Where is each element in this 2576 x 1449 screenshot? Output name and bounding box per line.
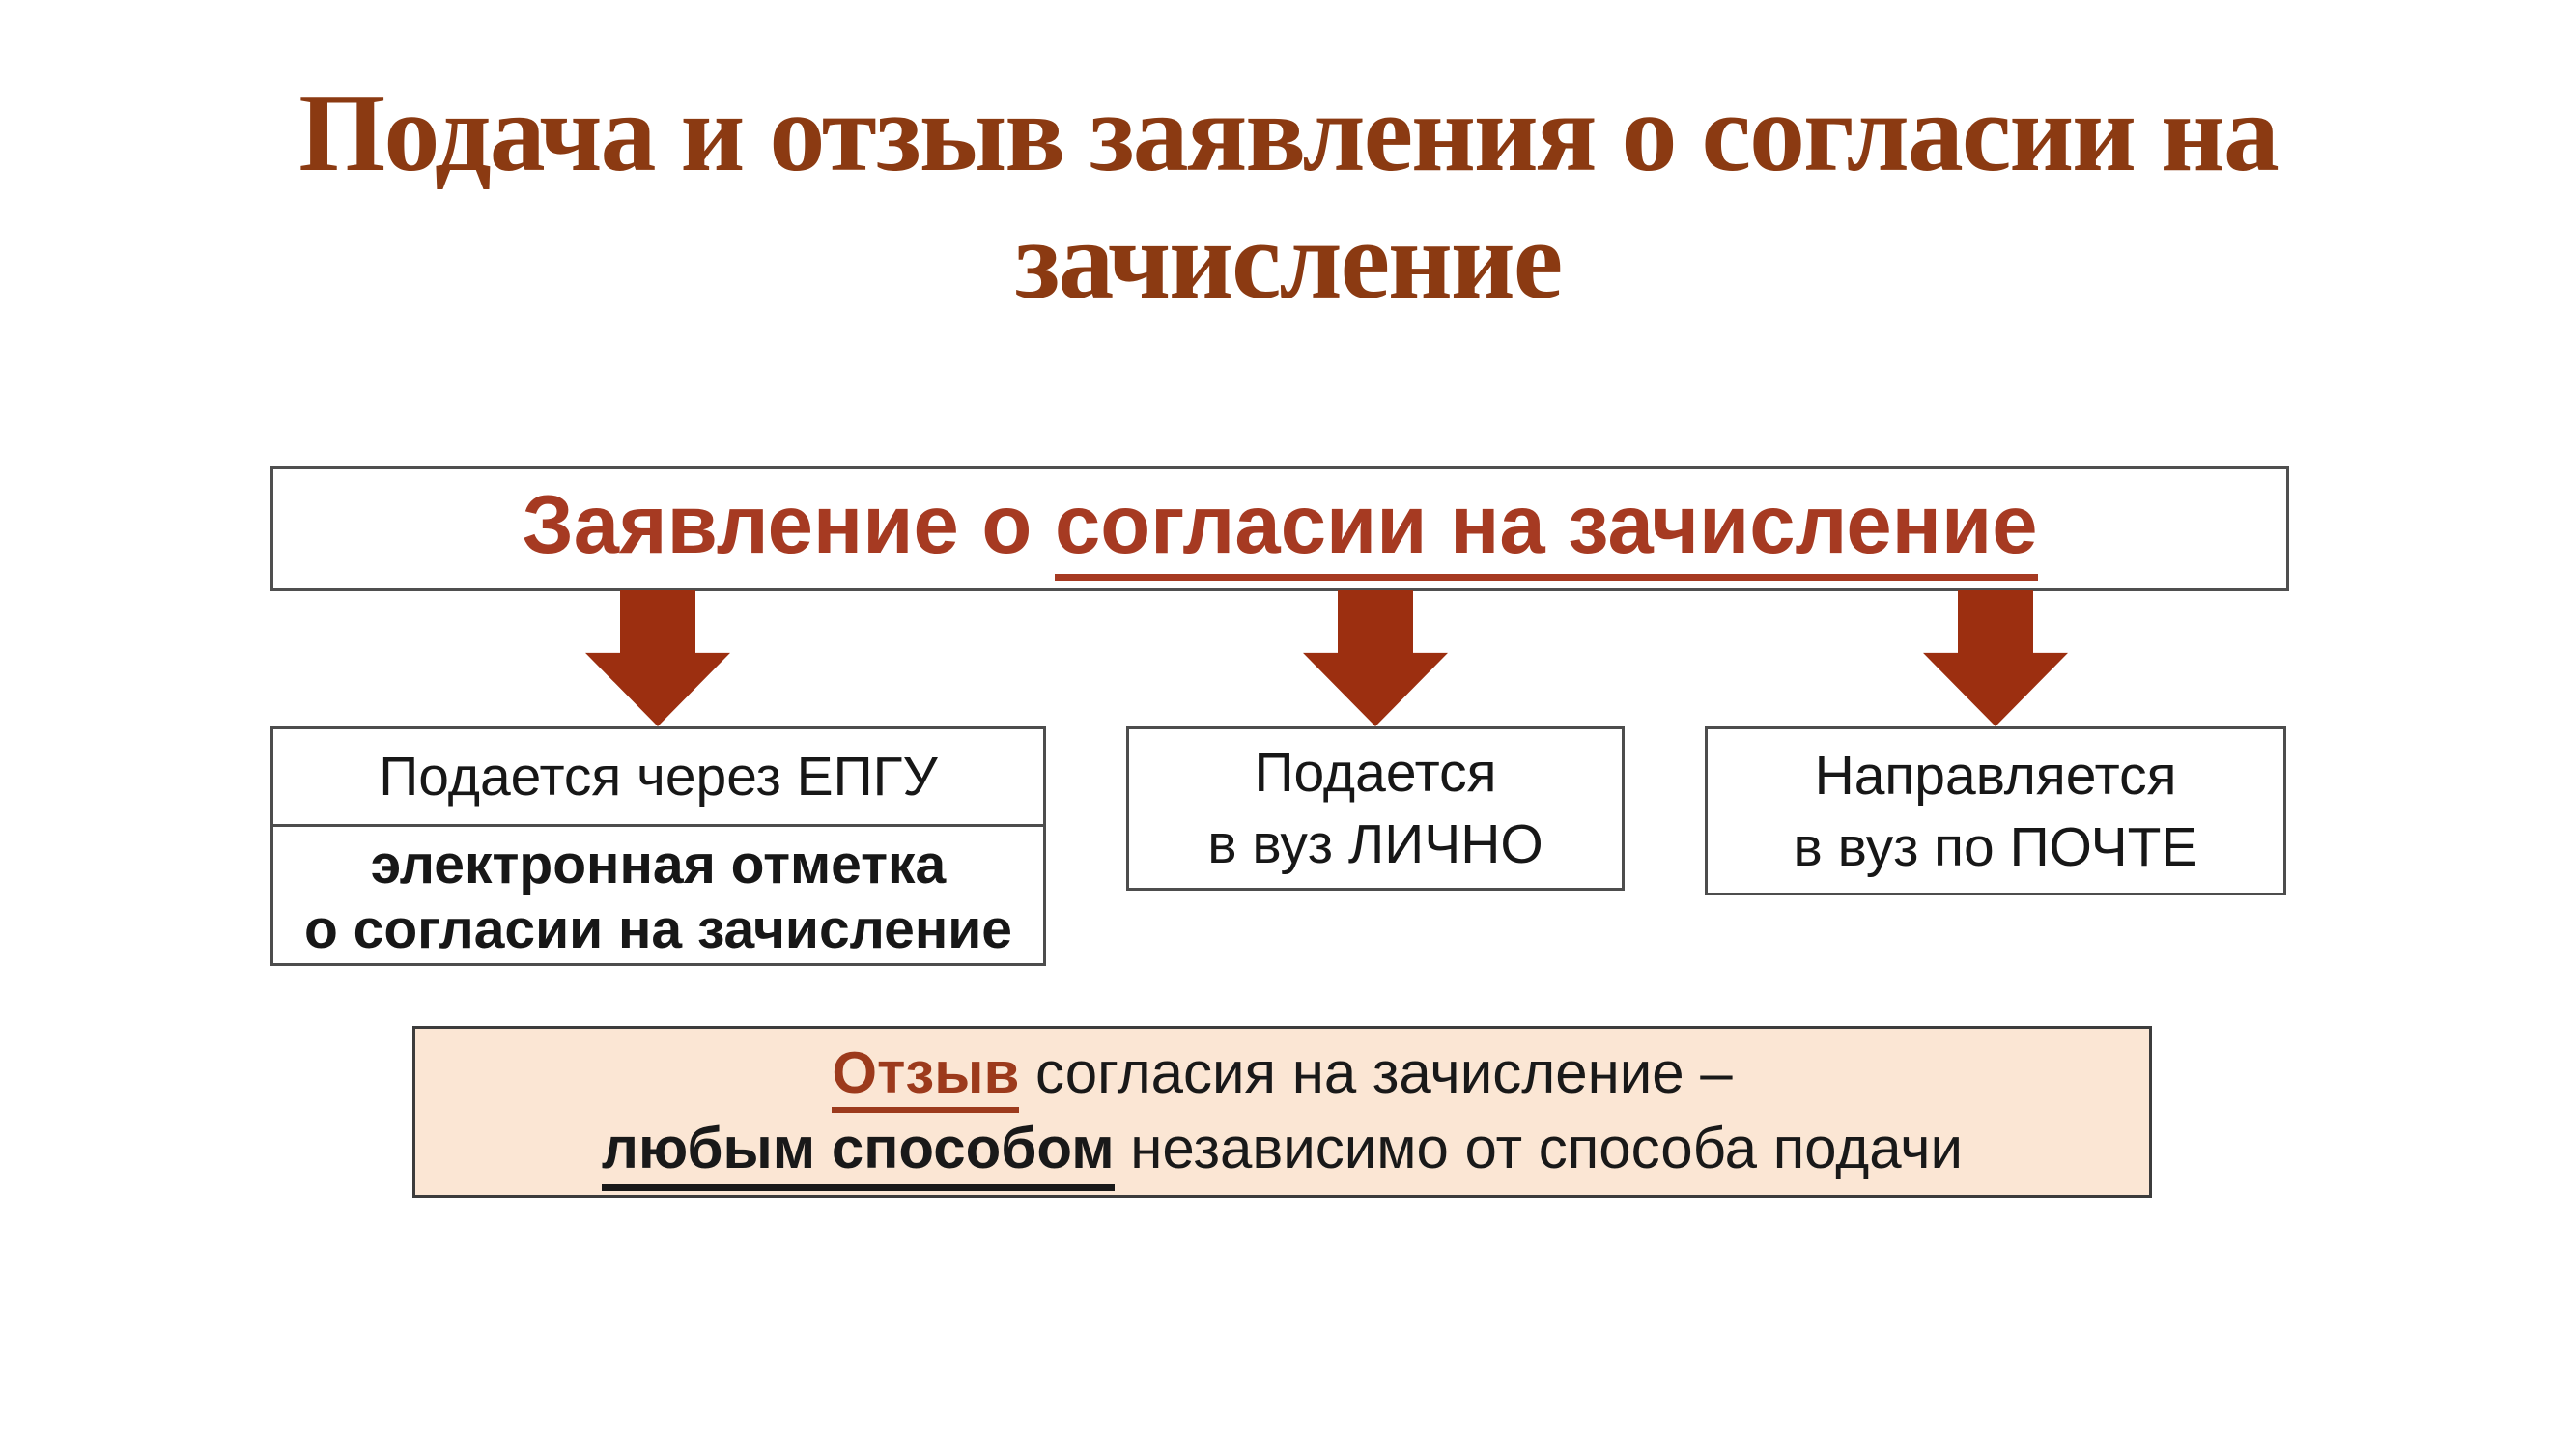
epgu-note-line-1: электронная отметка <box>370 834 947 895</box>
branch-box-person <box>1126 726 1625 891</box>
person-line-1: Подается <box>1254 742 1497 804</box>
epgu-note <box>273 827 1043 962</box>
statement-text-prefix: Заявление о <box>522 479 1033 571</box>
epgu-label: Подается через ЕПГУ <box>273 729 1043 827</box>
withdrawal-line-1-rest: согласия на зачисление – <box>1035 1040 1733 1105</box>
down-arrow-person <box>1303 590 1448 726</box>
down-arrow-mail <box>1923 590 2068 726</box>
page-title <box>0 70 2576 325</box>
page-title-line-2: зачисление <box>1014 199 1562 323</box>
mail-line-2: в вуз по ПОЧТЕ <box>1793 816 2198 878</box>
statement-box <box>270 466 2289 591</box>
branch-box-mail <box>1705 726 2286 895</box>
withdrawal-bold-phrase: любым способом <box>602 1116 1115 1191</box>
mail-line-1: Направляется <box>1814 745 2177 807</box>
epgu-note-line-2: о согласии на зачисление <box>303 898 1012 960</box>
withdrawal-accent: Отзыв <box>832 1040 1019 1113</box>
page-title-line-1: Подача и отзыв заявления о согласии на <box>298 71 2278 195</box>
branch-box-epgu <box>270 726 1046 966</box>
person-line-2: в вуз ЛИЧНО <box>1207 813 1543 875</box>
withdrawal-line-2-rest: независимо от способа подачи <box>1130 1116 1964 1180</box>
withdrawal-line-1 <box>415 1036 2149 1111</box>
withdrawal-box <box>412 1026 2152 1198</box>
statement-text-underlined: согласии на зачисление <box>1055 479 2038 581</box>
down-arrow-epgu <box>585 590 730 726</box>
withdrawal-line-2 <box>415 1111 2149 1186</box>
